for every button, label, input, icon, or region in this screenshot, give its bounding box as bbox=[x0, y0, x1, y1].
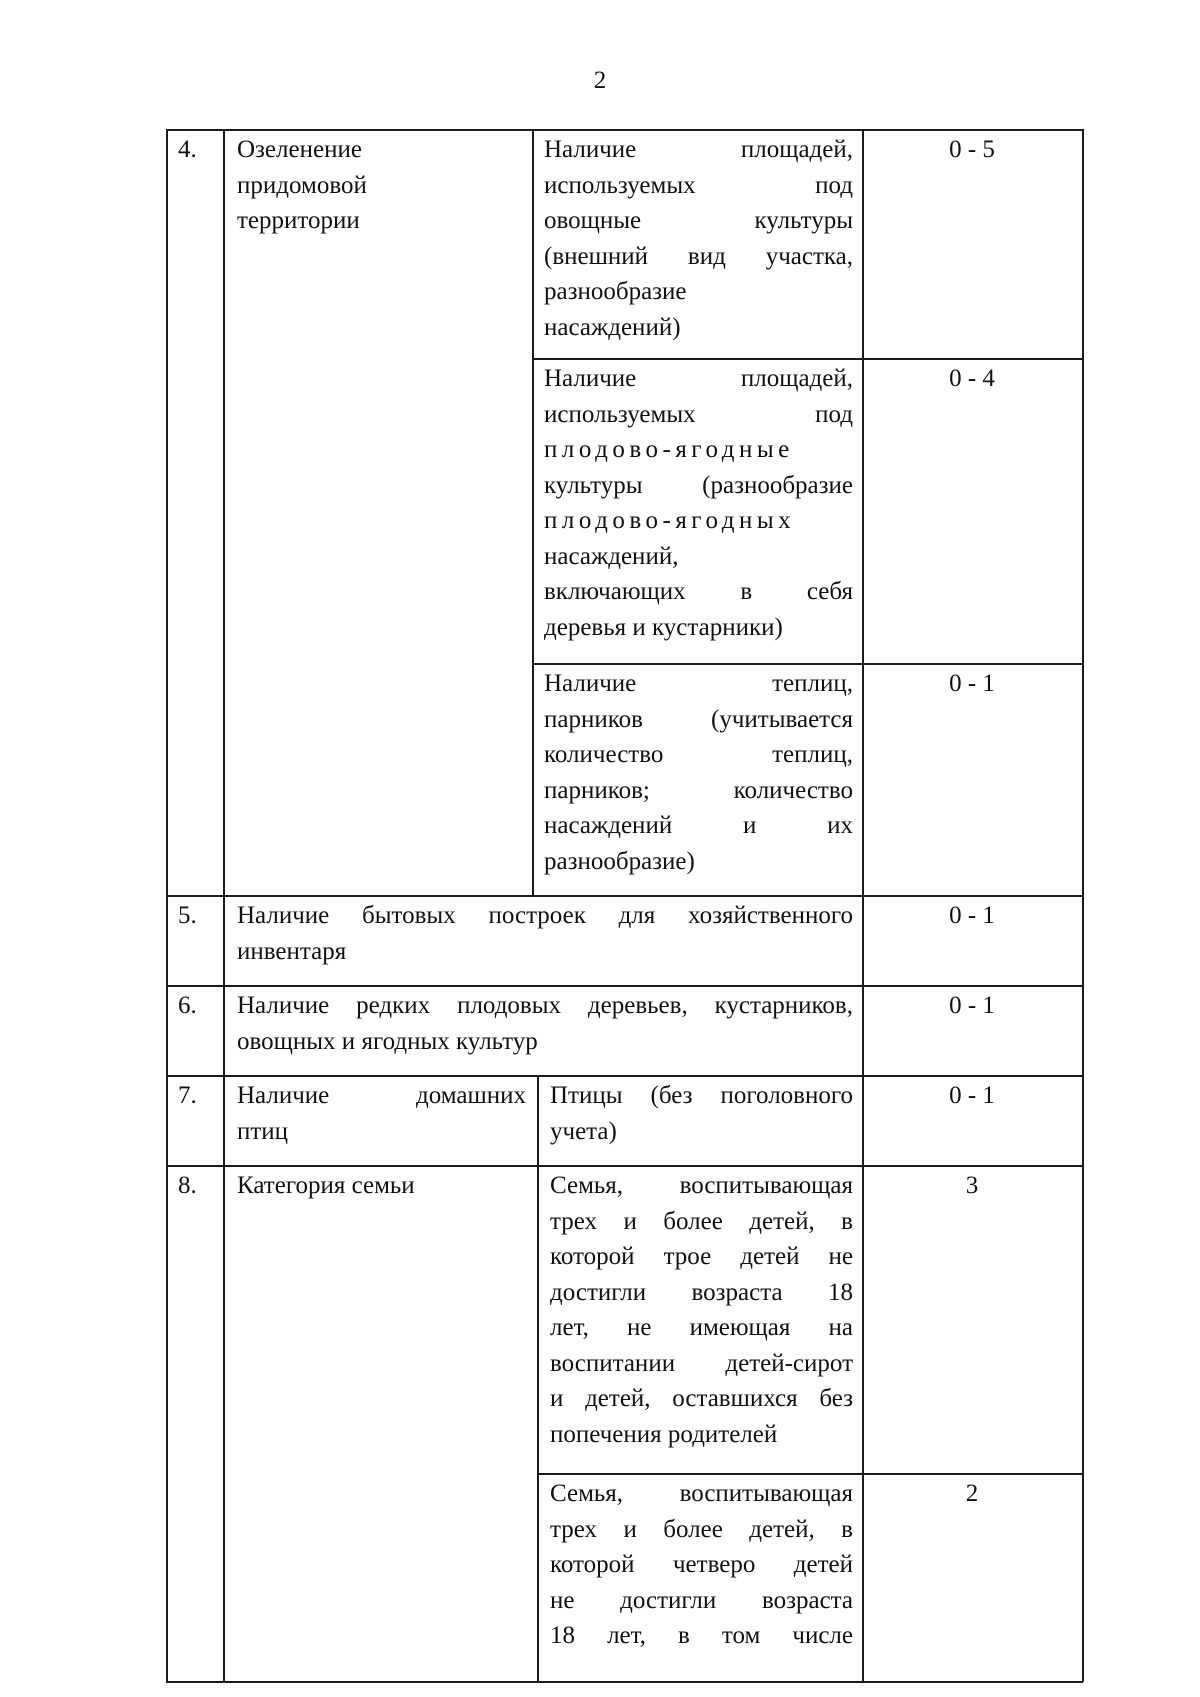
table-rule bbox=[166, 1165, 1083, 1167]
points-value: 0 - 1 bbox=[949, 670, 995, 697]
row-number: 6. bbox=[178, 992, 197, 1019]
points-value: 2 bbox=[965, 1480, 979, 1507]
row-number: 5. bbox=[178, 902, 197, 929]
table-rule bbox=[532, 663, 1083, 665]
points-value: 0 - 1 bbox=[949, 1082, 995, 1109]
item-description: Семья, воспитывающая трех и более детей, в которой четверо детей не достигли возраста 18 лет, в том числе bbox=[550, 1480, 853, 1649]
criterion-label bbox=[237, 132, 437, 239]
table-rule bbox=[166, 895, 1083, 897]
table-rule bbox=[1082, 129, 1084, 1682]
criterion-text: Озеленение придомовой территории bbox=[237, 136, 367, 234]
row-description: Наличие бытовых построек для хозяйственного инвентаря bbox=[237, 902, 853, 965]
item-description: Наличие теплиц, парников (учитывается количество теплиц, парников; количество насаждений и их разнообразие) bbox=[544, 670, 853, 875]
criterion-label: Категория семьи bbox=[237, 1172, 415, 1199]
points-value: 0 - 4 bbox=[949, 365, 995, 392]
item-description: Семья, воспитывающая трех и более детей, в которой трое детей не достигли возраста 18 лет, не имеющая на воспитании детей-сирот и детей, оставшихся без попечения родителей bbox=[550, 1172, 853, 1448]
table-rule bbox=[537, 1075, 539, 1682]
item-description: Наличие площадей, используемых под плодово-ягодные культуры (разнообразие плодово-ягодных насаждений, включающих в себя деревья и кустарники) bbox=[544, 365, 853, 641]
points-value: 0 - 5 bbox=[949, 136, 995, 163]
table-rule bbox=[166, 985, 1083, 987]
table-rule bbox=[166, 1075, 1083, 1077]
table-rule bbox=[537, 1473, 1083, 1475]
points-value: 0 - 1 bbox=[949, 902, 995, 929]
row-number: 8. bbox=[178, 1172, 197, 1199]
table-rule bbox=[166, 129, 1083, 131]
criterion-label: Наличие домашних птиц bbox=[237, 1082, 526, 1145]
table-rule bbox=[532, 358, 1083, 360]
row-number: 7. bbox=[178, 1082, 197, 1109]
row-number: 4. bbox=[178, 136, 197, 163]
points-value: 3 bbox=[965, 1172, 979, 1199]
row-description: Наличие редких плодовых деревьев, кустарников, овощных и ягодных культур bbox=[237, 992, 853, 1055]
page-number: 2 bbox=[593, 67, 607, 94]
item-description: Птицы (без поголовного учета) bbox=[550, 1082, 853, 1145]
table-rule bbox=[223, 129, 225, 1682]
item-description: Наличие площадей, используемых под овощные культуры (внешний вид участка, разнообразие насаждений) bbox=[544, 136, 853, 341]
table-rule bbox=[166, 1681, 1083, 1683]
points-value: 0 - 1 bbox=[949, 992, 995, 1019]
table-rule bbox=[532, 129, 534, 896]
